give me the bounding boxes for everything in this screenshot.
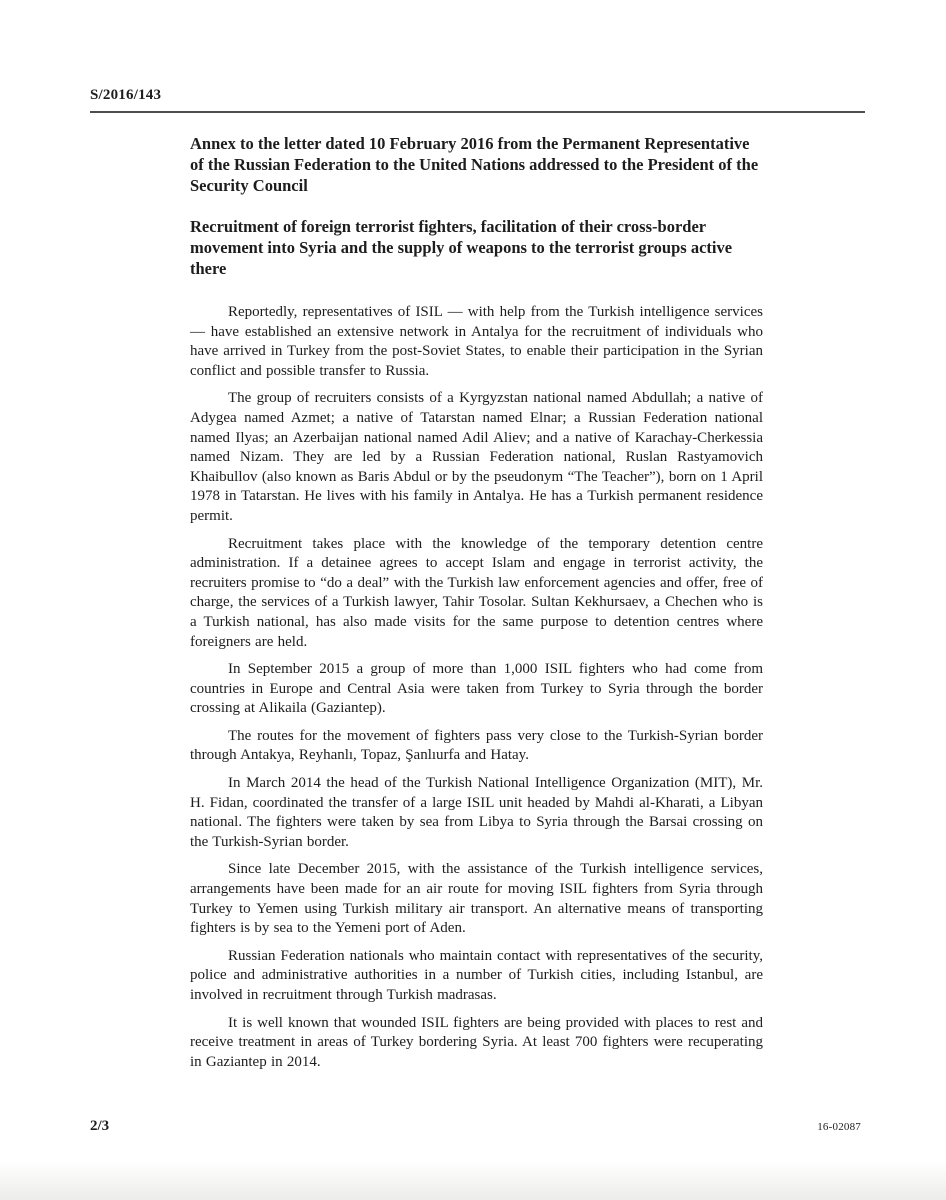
paragraph-container — [190, 303, 763, 1072]
body-paragraph: Russian Federation nationals who maintain contact with representatives of the security, police and administrative authorities in a number of Turkish cities, including Istanbul, are involved in recruitment through Turkish madrasas. — [190, 947, 763, 1003]
subject-title: Recruitment of foreign terrorist fighters, facilitation of their cross-border movement into Syria and the supply of weapons to the terrorist groups active there — [190, 217, 733, 278]
page-header — [90, 86, 865, 113]
body-paragraph: The group of recruiters consists of a Kyrgyzstan national named Abdullah; a native of Adygea named Azmet; a native of Tatarstan named Elnar; a Russian Federation national named Ilyas; an Azerbaijan national named Adil Aliev; and a native of Karachay-Cherkessia named Nizam. They are led by a Russian Federation national, Ruslan Rastyamovich Khaibullov (also known as Baris Abdul or by the pseudonym “The Teacher”), born on 1 April 1978 in Tatarstan. He lives with his family in Antalya. He has a Turkish permanent residence permit. — [190, 390, 763, 524]
body-paragraph: In September 2015 a group of more than 1,000 ISIL fighters who had come from countries in Europe and Central Asia were taken from Turkey to Syria through the border crossing at Alikaila (Gaziantep). — [190, 661, 763, 717]
page-bottom-fade — [0, 1162, 946, 1200]
header-rule — [90, 111, 865, 113]
body-paragraph: Since late December 2015, with the assistance of the Turkish intelligence services, arrangements have been made for an air route for moving ISIL fighters from Syria through Turkey to Yemen using Turkish military air transport. An alternative means of transporting fighters is by sea to the Yemeni port of Aden. — [190, 861, 763, 937]
document-body — [190, 133, 763, 1080]
body-paragraph: It is well known that wounded ISIL fighters are being provided with places to rest and receive treatment in areas of Turkey bordering Syria. At least 700 fighters were recuperating in Gaziantep in 2014. — [190, 1014, 763, 1070]
body-paragraph: Reportedly, representatives of ISIL — with help from the Turkish intelligence services — have established an extensive network in Antalya for the recruitment of individuals who have arrived in Turkey from the post-Soviet States, to enable their participation in the Syrian conflict and possible transfer to Russia. — [190, 304, 763, 379]
document-symbol: S/2016/143 — [90, 87, 162, 103]
page-number: 2/3 — [90, 1118, 110, 1134]
annex-title: Annex to the letter dated 10 February 2016 from the Permanent Representative of the Russian Federation to the United Nations addressed to the President of the Security Council — [190, 134, 759, 195]
document-job-number: 16-02087 — [817, 1121, 861, 1133]
body-paragraph: Recruitment takes place with the knowledge of the temporary detention centre administration. If a detainee agrees to accept Islam and engage in terrorist activity, the recruiters promise to “do a deal” with the Turkish law enforcement agencies and offer, free of charge, the services of a Turkish lawyer, Tahir Tosolar. Sultan Kekhursaev, a Chechen who is a Turkish national, has also made visits for the same purpose to detention centres where foreigners are held. — [190, 535, 763, 650]
body-paragraph: The routes for the movement of fighters pass very close to the Turkish-Syrian border through Antakya, Reyhanlı, Topaz, Şanlıurfa and Hatay. — [190, 727, 763, 764]
body-paragraph: In March 2014 the head of the Turkish National Intelligence Organization (MIT), Mr. H. Fidan, coordinated the transfer of a large ISIL unit headed by Mahdi al-Kharati, a Libyan national. The fighters were taken by sea from Libya to Syria through the Barsai crossing on the Turkish-Syrian border. — [190, 775, 763, 850]
page-footer — [90, 1118, 861, 1135]
